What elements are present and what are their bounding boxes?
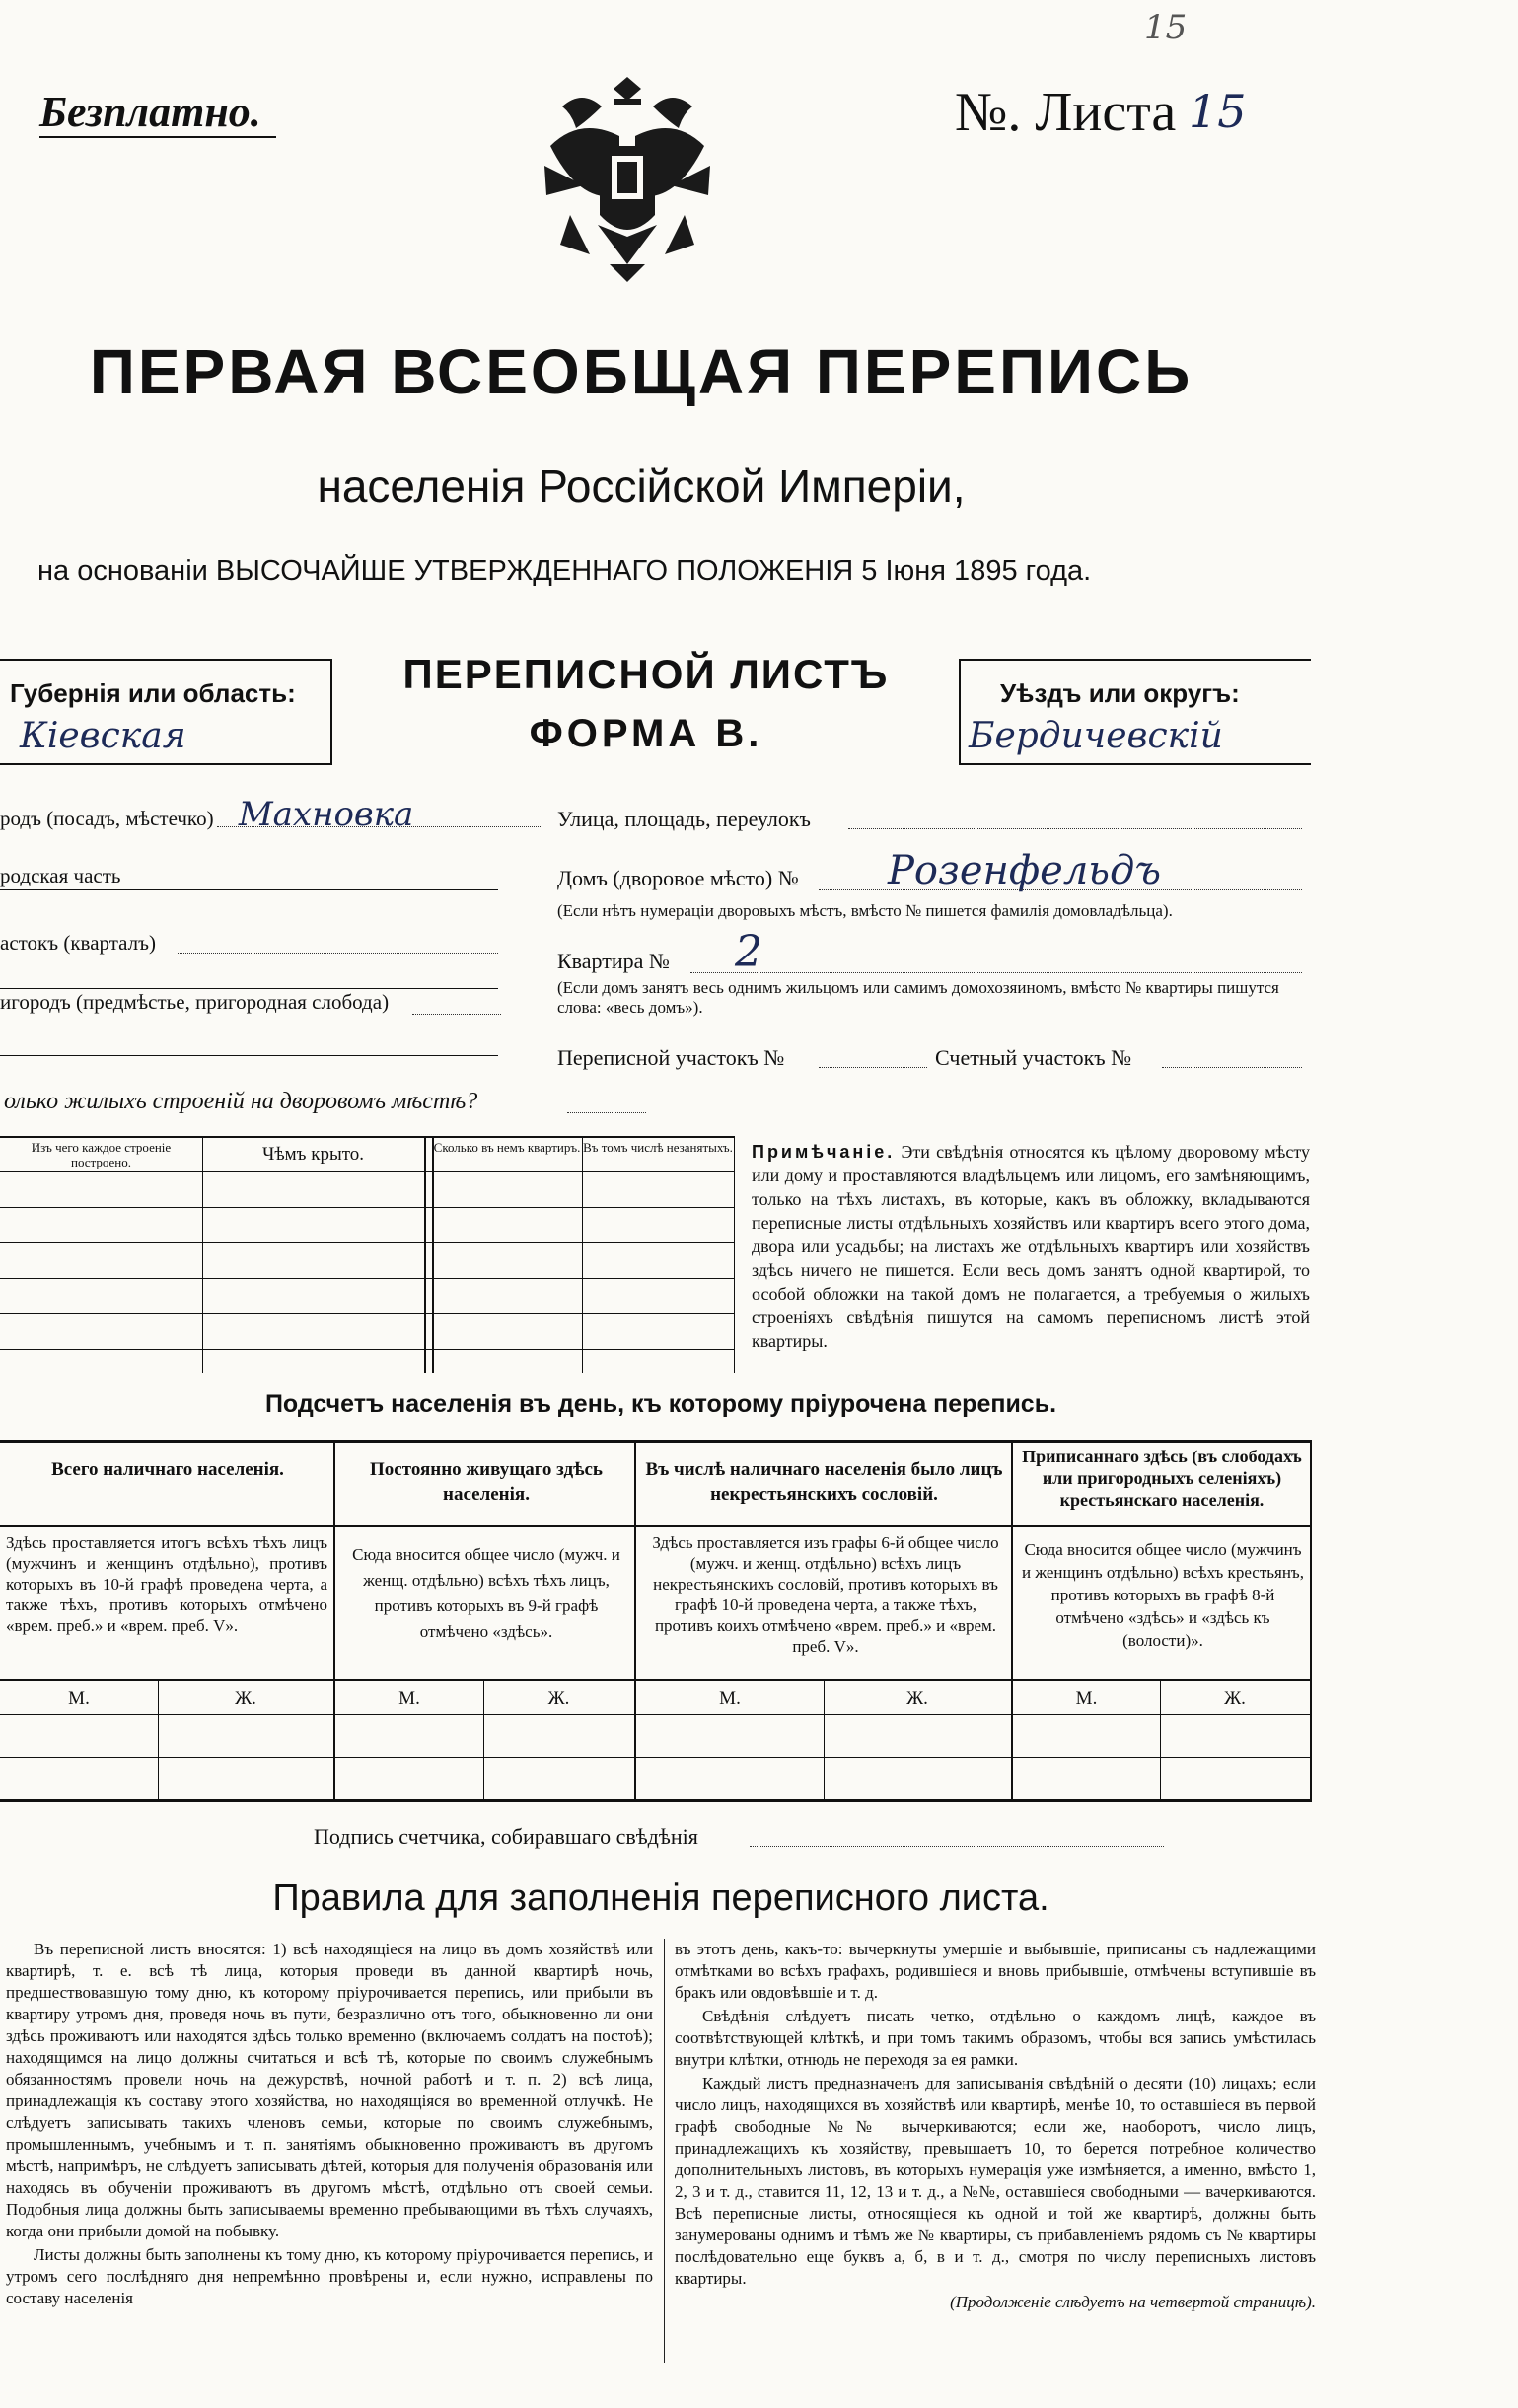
census-area-dots xyxy=(819,1067,927,1068)
rules-divider xyxy=(664,1939,665,2363)
suburb-label: игородъ (предмѣстье, пригородная слобода) xyxy=(0,990,390,1014)
apartment-label: Квартира № xyxy=(557,949,670,973)
pop-col4-female: Ж. xyxy=(1224,1688,1246,1709)
house-value: Розенфельдъ xyxy=(888,848,1162,893)
rules-left-paragraph: Въ переписной листъ вносятся: 1) всѣ находящіеся на лицо въ домъ хозяйствѣ или квартирѣ, т. е. всѣ тѣ лица, которыя проведи въ данной квартирѣ ночь, предшествовавшую тому дню, къ которому пріурочивается перепись, или прибыли въ квартиру утромъ дня, проведя ночь въ пути, безразлично отъ того, обыкновенно ли они здѣсь проживаютъ или находятся здѣсь только временно (включаемъ солдатъ на постоѣ); находящимся на лицо должны считаться и всѣ тѣ, которые по своимъ служебнымъ обязанностямъ провели ночь на дежурствѣ, ночной работѣ и т. п. 2) всѣ лица, принадлежащія къ составу этого хозяйства, но находящіяся во временной отлучкѣ. Не слѣдуетъ записывать такихъ членовъ семьи, которые по своимъ служебнымъ, промышленнымъ, учебнымъ и т. п. занятіямъ обыкновенно проживаютъ въ другомъ мѣстѣ, напримѣръ, не слѣдуетъ записывать дѣтей, которыя для полученія образованія или находясь въ обученіи проживаютъ въ другомъ мѣстѣ, отдѣльно отъ своей семьи. Подобныя лица должны быть записываемы временно пребывающими въ тѣхъ случаяхъ, когда они прибыли домой на побывку. xyxy=(6,1940,653,2240)
pop-col3-male: М. xyxy=(719,1688,741,1709)
pop-col1-female: Ж. xyxy=(235,1688,256,1709)
apartment-note: (Если домъ занятъ весь однимъ жильцомъ или самимъ домохозяиномъ, вмѣсто № квартиры пишутся слова: «весь домъ»). xyxy=(557,978,1279,1017)
buildings-table xyxy=(0,1136,735,1373)
district-box xyxy=(959,659,1311,765)
rules-left-paragraph: Листы должны быть заполнены къ тому дню, къ которому пріурочивается перепись, и утромъ сего послѣдняго дня непремѣнно провѣрены и, если нужно, исправлены по составу населенія xyxy=(6,2245,653,2307)
district-label: Уѣздъ или округъ: xyxy=(1000,678,1240,708)
city-part-field xyxy=(0,864,503,888)
buildings-dots xyxy=(567,1112,646,1113)
buildings-col-vacant: Въ томъ числѣ незанятыхъ. xyxy=(583,1140,733,1155)
street-label: Улица, площадь, переулокъ xyxy=(557,807,811,831)
form-title: ПЕРЕПИСНОЙ ЛИСТЪ xyxy=(402,651,890,697)
apartment-value: 2 xyxy=(735,927,762,977)
note-label: Примѣчаніе. xyxy=(752,1142,896,1162)
suburb-field xyxy=(0,990,503,1015)
town-value: Махновка xyxy=(238,795,414,834)
count-area-dots xyxy=(1162,1067,1302,1068)
main-title: ПЕРВАЯ ВСЕОБЩАЯ ПЕРЕПИСЬ xyxy=(89,336,1193,407)
pop-col2-title: Постоянно живущаго здѣсь населенія. xyxy=(370,1459,603,1505)
buildings-col-roof: Чѣмъ крыто. xyxy=(261,1144,365,1165)
town-field xyxy=(0,795,552,834)
population-heading: Подсчетъ населенія въ день, къ которому пріурочена перепись. xyxy=(264,1390,1057,1418)
pop-col2-female: Ж. xyxy=(547,1688,570,1709)
town-dots xyxy=(217,826,542,827)
province-label: Губернія или область: xyxy=(10,678,296,708)
apartment-dots xyxy=(690,972,1302,973)
legal-basis: на основаніи ВЫСОЧАЙШЕ УТВЕРЖДЕННАГО ПОЛОЖЕНІЯ 5 Іюня 1895 года. xyxy=(37,555,1092,587)
district-value: Бердичевскій xyxy=(969,716,1223,756)
quarter-dots xyxy=(178,953,498,954)
buildings-col-material: Изъ чего каждое строеніе построено. xyxy=(31,1140,172,1169)
rules-right-paragraph: Свѣдѣнія слѣдуетъ писать четко, отдѣльно о каждомъ лицѣ, каждое въ соотвѣтствующей клѣткѣ, и при томъ такимъ образомъ, чтобы вся запись умѣстилась внутри клѣтки, отнюдь не переходя за ея рамки. xyxy=(675,2007,1316,2069)
suburb-dots xyxy=(412,1014,501,1015)
pop-col2-male: М. xyxy=(398,1688,420,1709)
buildings-col-apartments: Сколько въ немъ квартиръ. xyxy=(433,1140,581,1155)
rules-right-paragraph: въ этотъ день, какъ-то: вычеркнуты умершіе и выбывшіе, приписаны съ надлежащими отмѣтками во всѣхъ графахъ, родившіеся и вновь прибывшіе, отмѣчены вступившіе въ бракъ или овдовѣвшіе и т. д. xyxy=(675,1940,1316,2002)
pop-col3-title: Въ числѣ наличнаго населенія было лицъ некрестьянскихъ сословій. xyxy=(645,1459,1003,1505)
pop-col1-title: Всего наличнаго населенія. xyxy=(51,1459,284,1480)
house-dots xyxy=(819,889,1302,890)
city-part-line xyxy=(0,889,498,890)
population-table xyxy=(0,1440,1312,1801)
quarter-label: астокъ (кварталъ) xyxy=(0,931,157,955)
subtitle: населенія Россійской Имперіи, xyxy=(317,460,966,512)
signature-label: Подпись счетчика, собиравшаго свѣдѣнія xyxy=(314,1824,698,1849)
house-label: Домъ (дворовое мѣсто) № xyxy=(557,866,799,890)
corner-number: 15 xyxy=(1144,8,1188,47)
rules-left-column xyxy=(6,1939,653,2311)
census-area-label: Переписной участокъ № xyxy=(557,1045,785,1070)
pop-col3-desc: Здѣсь проставляется изъ графы 6-й общее число (мужч. и женщ. отдѣльно) всѣхъ лицъ некрестьянскихъ сословій, противъ которыхъ въ графѣ 10-й проведена черта, а также тѣхъ, противъ коихъ отмѣчено «врем. преб.» и «врем. преб. V». xyxy=(652,1533,999,1656)
pop-col1-desc: Здѣсь проставляется итогъ всѣхъ тѣхъ лицъ (мужчинъ и женщинъ отдѣльно), противъ которыхъ въ 10-й графѣ проведена черта, а также тѣхъ, противъ которыхъ отмѣчено «врем. преб.» и «врем. преб. V». xyxy=(6,1533,327,1635)
rules-right-paragraph: Каждый листъ предназначенъ для записыванія свѣдѣній о десяти (10) лицахъ; если число лицъ, находящихся въ хозяйствѣ или квартирѣ, менѣе 10, то оставшіеся въ первой графѣ свободные №№ вычеркиваются; если же, наоборотъ, число лицъ, принадлежащихъ къ хозяйству, превышаетъ 10, то берется потребное количество дополнительныхъ листовъ, въ которыхъ нумерація уже измѣняется, а именно, вмѣсто 1, 2, 3 и т. д., ставится 11, 12, 13 и т. д., а №№, оставшіеся свободными — вачеркиваются. Всѣ переписные листы, относящіеся къ одной и той же квартирѣ, должны быть занумерованы однимъ и тѣмъ же № квартиры, съ прибавленіемъ рядомъ съ № квартиры послѣдовательно еще буквъ а, б, в и т. д., смотря по числу переписныхъ листовъ квартиры. xyxy=(675,2074,1316,2288)
street-dots xyxy=(848,828,1302,829)
pop-col3-female: Ж. xyxy=(906,1688,928,1709)
pop-col4-title: Приписаннаго здѣсь (въ слободахъ или пригородныхъ селеніяхъ) крестьянскаго населенія. xyxy=(1022,1447,1302,1510)
count-area-label: Счетный участокъ № xyxy=(935,1045,1132,1070)
pop-col2-desc: Сюда вносится общее число (мужч. и женщ. отдѣльно) всѣхъ тѣхъ лицъ, противъ которыхъ въ 9-й графѣ отмѣчено «здѣсь». xyxy=(352,1545,620,1641)
pop-col4-desc: Сюда вносится общее число (мужчинъ и женщинъ отдѣльно) всѣхъ крестьянъ, противъ которыхъ въ графѣ 8-й отмѣчено «здѣсь» и «здѣсь къ (волости)». xyxy=(1022,1540,1304,1650)
note-block xyxy=(752,1140,1310,1353)
note-text: Эти свѣдѣнія относятся къ цѣлому дворовому мѣсту или дому и проставляются владѣльцемъ или лицомъ, его замѣняющимъ, только на тѣхъ листахъ, въ которые, какъ въ обложку, вкладываются переписные листы отдѣльныхъ хозяйствъ или квартиръ всего этого дома, двора или усадьбы; на листахъ же отдѣльныхъ квартиръ или хозяйствъ здѣсь ничего не пишется. Если весь домъ занятъ одной квартирой, то особой обложки на такой домъ не полагается, а требуемыя о жилыхъ строеніяхъ свѣдѣнія пишутся на самомъ переписномъ листѣ этой квартиры. xyxy=(752,1142,1310,1351)
coat-of-arms-icon xyxy=(541,77,714,284)
province-box xyxy=(0,659,332,765)
buildings-heading: олько жилыхъ строеній на дворовомъ мѣстѣ? xyxy=(4,1089,478,1114)
rules-right-column xyxy=(675,1939,1316,2315)
sheet-number-value: 15 xyxy=(1189,85,1247,138)
province-value: Кіевская xyxy=(20,716,186,756)
house-note: (Если нѣтъ нумераціи дворовыхъ мѣстъ, вмѣсто № пишется фамилія домовладѣльца). xyxy=(557,901,1173,920)
signature-dots xyxy=(750,1846,1164,1847)
town-label: родъ (посадъ, мѣстечко) xyxy=(0,807,214,830)
rules-continuation: (Продолженіе слѣдуетъ на четвертой страницѣ). xyxy=(950,2293,1316,2311)
quarter-line xyxy=(0,988,498,989)
free-underline xyxy=(39,136,276,138)
city-part-label: родская часть xyxy=(0,864,121,887)
suburb-line xyxy=(0,1055,498,1056)
free-label: Безплатно. xyxy=(39,88,261,136)
pop-col4-male: М. xyxy=(1075,1688,1098,1709)
sheet-number-label: №. Листа xyxy=(955,82,1177,143)
rules-heading: Правила для заполненія переписного листа. xyxy=(272,1877,1049,1919)
pop-col1-male: М. xyxy=(68,1688,90,1709)
form-name: ФОРМА В. xyxy=(529,712,763,755)
